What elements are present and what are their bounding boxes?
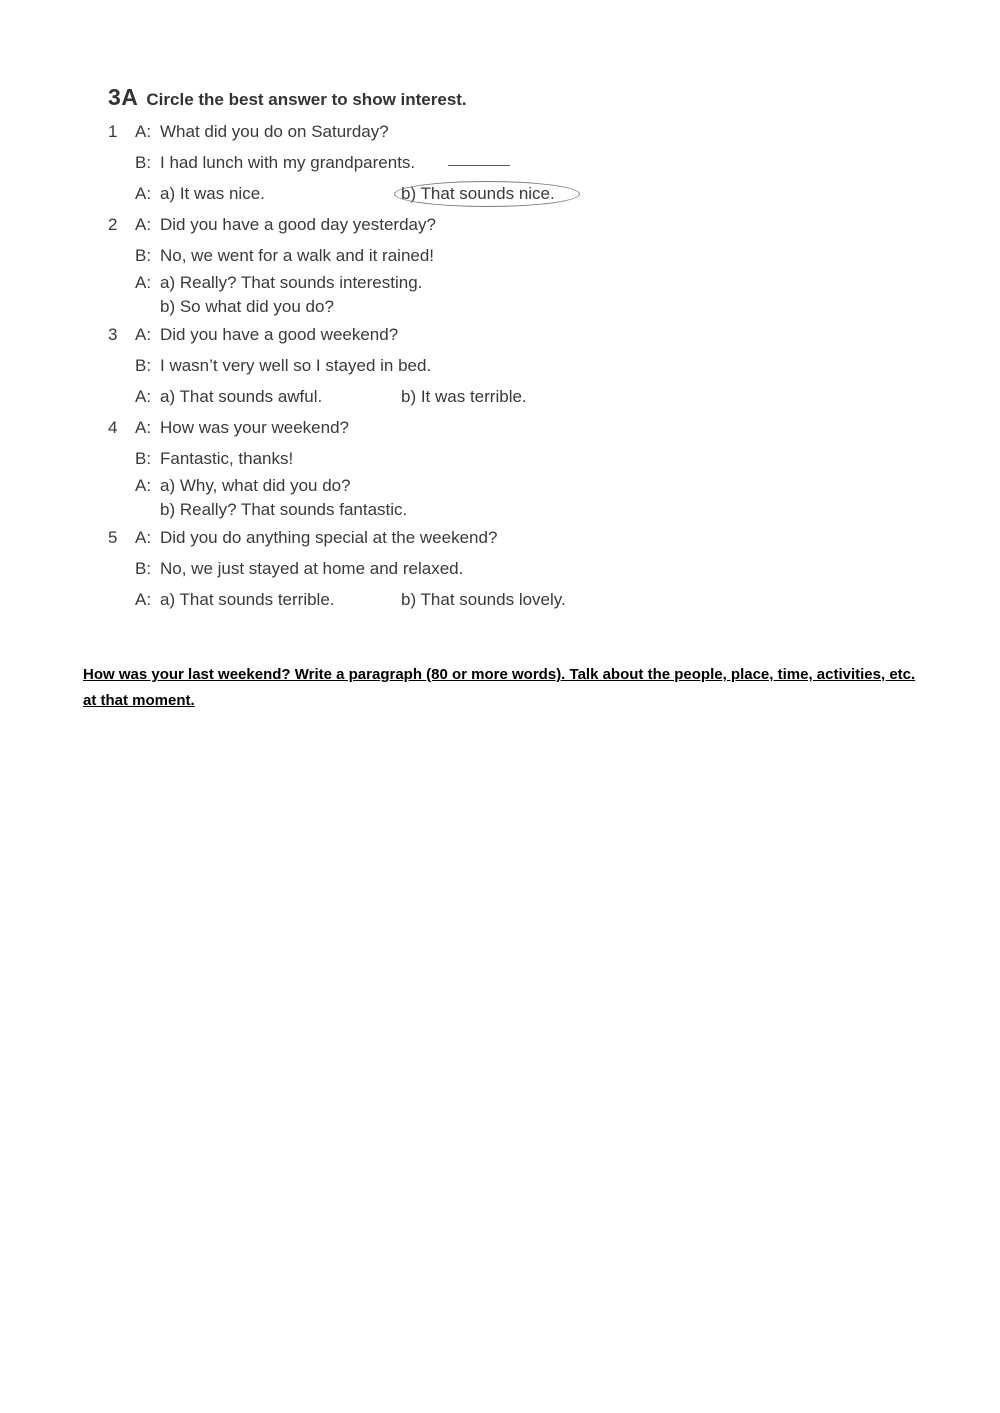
question-1-a-text: What did you do on Saturday? — [160, 122, 389, 141]
question-2-option-a[interactable]: a) Really? That sounds interesting. — [160, 273, 423, 292]
speaker-b-label: B: — [135, 449, 152, 468]
question-4-line-b — [108, 443, 668, 474]
speaker-a-label: A: — [135, 325, 152, 344]
question-2-option-a-line — [108, 271, 668, 295]
speaker-b-label: B: — [135, 246, 152, 265]
speaker-b-label: B: — [135, 153, 152, 172]
question-1-line-a — [108, 116, 668, 147]
question-3-options — [108, 381, 668, 412]
question-number: 3 — [108, 325, 118, 344]
speaker-a-label: A: — [135, 215, 152, 234]
speaker-a-label: A: — [135, 273, 152, 292]
question-5-option-b[interactable]: b) That sounds lovely. — [401, 590, 566, 609]
speaker-a-label: A: — [135, 476, 152, 495]
question-1-line-b — [108, 147, 668, 178]
question-2-line-b — [108, 240, 668, 271]
question-4-option-b[interactable]: b) Really? That sounds fantastic. — [160, 500, 408, 519]
question-4-option-b-line — [108, 498, 668, 522]
question-2-line-a — [108, 209, 668, 240]
question-5-options — [108, 584, 668, 615]
question-4-line-a — [108, 412, 668, 443]
speaker-a-label: A: — [135, 122, 152, 141]
question-5-line-a — [108, 522, 668, 553]
question-2-option-b[interactable]: b) So what did you do? — [160, 297, 334, 316]
exercise-instruction: Circle the best answer to show interest. — [146, 90, 467, 109]
exercise-number: 3A — [108, 84, 139, 110]
question-5-option-a[interactable]: a) That sounds terrible. — [160, 590, 335, 609]
speaker-b-label: B: — [135, 559, 152, 578]
question-number: 5 — [108, 528, 118, 547]
question-1-b-text: I had lunch with my grandparents. — [160, 153, 416, 172]
question-4-b-text: Fantastic, thanks! — [160, 449, 294, 468]
question-1-options — [108, 178, 668, 209]
question-5-a-text: Did you do anything special at the weekend? — [160, 528, 498, 547]
speaker-a-label: A: — [135, 418, 152, 437]
question-3-option-a[interactable]: a) That sounds awful. — [160, 387, 323, 406]
question-3-line-b — [108, 350, 668, 381]
question-4-a-text: How was your weekend? — [160, 418, 349, 437]
question-5-b-text: No, we just stayed at home and relaxed. — [160, 559, 464, 578]
answer-underline — [448, 165, 510, 166]
exercise-3a — [108, 84, 668, 615]
question-1-option-b[interactable]: b) That sounds nice. — [401, 184, 555, 203]
question-4-option-a[interactable]: a) Why, what did you do? — [160, 476, 351, 495]
speaker-a-label: A: — [135, 528, 152, 547]
question-number: 4 — [108, 418, 118, 437]
question-number: 2 — [108, 215, 118, 234]
exercise-header — [108, 84, 668, 114]
speaker-a-label: A: — [135, 590, 152, 609]
speaker-a-label: A: — [135, 387, 152, 406]
question-2-b-text: No, we went for a walk and it rained! — [160, 246, 435, 265]
speaker-b-label: B: — [135, 356, 152, 375]
question-2-a-text: Did you have a good day yesterday? — [160, 215, 436, 234]
question-2-option-b-line — [108, 295, 668, 319]
question-4-option-a-line — [108, 474, 668, 498]
question-3-line-a — [108, 319, 668, 350]
question-number: 1 — [108, 122, 118, 141]
question-3-b-text: I wasn’t very well so I stayed in bed. — [160, 356, 432, 375]
writing-task-prompt: How was your last weekend? Write a paragraph (80 or more words). Talk about the people, place, time, activities, etc. at that moment. — [83, 666, 916, 709]
question-5-line-b — [108, 553, 668, 584]
speaker-a-label: A: — [135, 184, 152, 203]
question-3-a-text: Did you have a good weekend? — [160, 325, 399, 344]
question-3-option-b[interactable]: b) It was terrible. — [401, 387, 527, 406]
question-1-option-a[interactable]: a) It was nice. — [160, 184, 265, 203]
